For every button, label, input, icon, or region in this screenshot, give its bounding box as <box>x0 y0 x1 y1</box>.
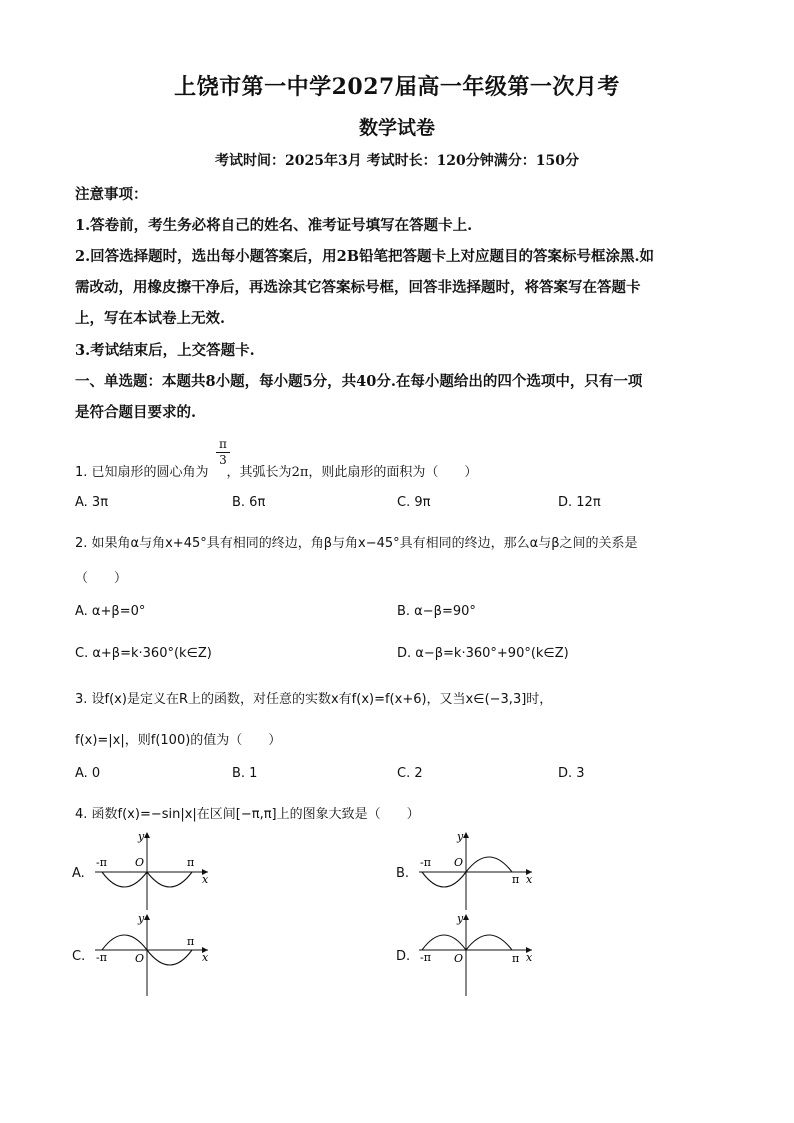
question-3-line-1: 3. 设f(x)是定义在R上的函数，对任意的实数x有f(x)=f(x+6)，又当x∈(−3,3]时， <box>75 692 553 707</box>
y-axis-arrow-icon <box>144 832 150 838</box>
pi-label: π <box>187 935 195 948</box>
origin-label: O <box>454 856 464 869</box>
q1-text-c: ，则此扇形的面积为（ ） <box>308 465 478 480</box>
origin-label: O <box>454 952 464 965</box>
q4-graph-b[interactable] <box>414 828 544 913</box>
notice-item-3: 3.考试结束后，上交答题卡. <box>75 342 255 359</box>
q4-option-b-label[interactable]: B. <box>396 866 410 881</box>
q1-option-d[interactable]: D. 12π <box>558 495 601 510</box>
x-axis-label: x <box>526 951 533 964</box>
x-axis-label: x <box>526 873 533 886</box>
q2-option-a[interactable]: A. α+β=0° <box>75 604 146 619</box>
q1-frac-numerator: π <box>219 437 227 451</box>
question-4-line-1: 4. 函数f(x)=−sin|x|在区间[−π,π]上的图象大致是（ ） <box>75 807 420 822</box>
question-2-line-1: 2. 如果角α与角x+45°具有相同的终边，角β与角x−45°具有相同的终边，那么α与β之间的关系是 <box>75 536 638 551</box>
q4-option-c-label[interactable]: C. <box>72 949 86 964</box>
q1-frac-denominator: 3 <box>216 452 230 467</box>
q1-text-b: ，其弧长为 <box>226 465 292 480</box>
q1-option-c[interactable]: C. 9π <box>397 495 431 510</box>
q1-option-a[interactable]: A. 3π <box>75 495 109 510</box>
curve-right <box>147 872 192 887</box>
q3-option-d[interactable]: D. 3 <box>558 766 585 781</box>
section-heading-line-1: 一、单选题：本题共8小题，每小题5分，共40分.在每小题给出的四个选项中，只有一项 <box>75 373 643 390</box>
curve-right <box>466 935 512 950</box>
notice-item-1: 1.答卷前，考生务必将自己的姓名、准考证号填写在答题卡上. <box>75 217 473 234</box>
q4-option-a-label[interactable]: A. <box>72 866 85 881</box>
y-axis-label: y <box>457 830 464 843</box>
y-axis-label: y <box>138 830 145 843</box>
notice-item-2-line-3: 上，写在本试卷上无效. <box>75 310 226 327</box>
exam-meta: 考试时间：2025年3月 考试时长：120分钟满分：150分 <box>214 153 580 169</box>
notice-item-2-line-1: 2.回答选择题时，选出每小题答案后，用2B铅笔把答题卡上对应题目的答案标号框涂黑.如 <box>75 248 655 265</box>
exam-title: 上饶市第一中学2027届高一年级第一次月考 <box>174 74 620 100</box>
question-3-line-2: f(x)=|x|，则f(100)的值为（ ） <box>75 733 282 748</box>
q4-option-d-label[interactable]: D. <box>396 949 411 964</box>
q3-option-b[interactable]: B. 1 <box>232 766 258 781</box>
origin-label: O <box>135 952 145 965</box>
pi-label: π <box>512 952 520 965</box>
question-1 <box>75 461 477 480</box>
y-axis-arrow-icon <box>144 914 150 920</box>
curve-right <box>147 950 192 965</box>
curve-left <box>102 935 147 950</box>
q4-graph-c[interactable] <box>90 910 220 998</box>
y-axis-label: y <box>457 912 464 925</box>
q4-graph-d[interactable] <box>414 910 544 998</box>
q1-fraction <box>216 437 230 467</box>
exam-subtitle: 数学试卷 <box>358 117 435 139</box>
q3-option-a[interactable]: A. 0 <box>75 766 101 781</box>
x-axis-label: x <box>202 951 209 964</box>
question-2-line-2: （ ） <box>75 571 128 586</box>
curve-left <box>102 872 147 887</box>
x-axis-label: x <box>202 873 209 886</box>
pi-label: π <box>187 856 195 869</box>
q1-option-b[interactable]: B. 6π <box>232 495 266 510</box>
neg-pi-label: -π <box>420 951 431 964</box>
curve-left <box>422 935 466 950</box>
neg-pi-label: -π <box>420 856 431 869</box>
notice-item-2-line-2: 需改动，用橡皮擦干净后，再选涂其它答案标号框，回答非选择题时，将答案写在答题卡 <box>75 279 641 296</box>
q2-option-c[interactable]: C. α+β=k·360°(k∈Z) <box>75 646 212 661</box>
q1-arc-length: 2π <box>291 465 309 480</box>
pi-label: π <box>512 873 520 886</box>
q4-graph-a[interactable] <box>90 828 220 913</box>
neg-pi-label: -π <box>96 951 107 964</box>
notice-heading: 注意事项： <box>75 186 148 203</box>
q2-option-b[interactable]: B. α−β=90° <box>397 604 476 619</box>
origin-label: O <box>135 856 145 869</box>
curve-right <box>466 857 512 872</box>
curve-left <box>422 872 466 887</box>
q2-option-d[interactable]: D. α−β=k·360°+90°(k∈Z) <box>397 646 569 661</box>
section-heading-line-2: 是符合题目要求的. <box>75 404 197 421</box>
y-axis-arrow-icon <box>463 914 469 920</box>
q1-text-a: 1. 已知扇形的圆心角为 <box>75 465 209 480</box>
y-axis-label: y <box>138 912 145 925</box>
q3-option-c[interactable]: C. 2 <box>397 766 423 781</box>
neg-pi-label: -π <box>96 856 107 869</box>
y-axis-arrow-icon <box>463 832 469 838</box>
